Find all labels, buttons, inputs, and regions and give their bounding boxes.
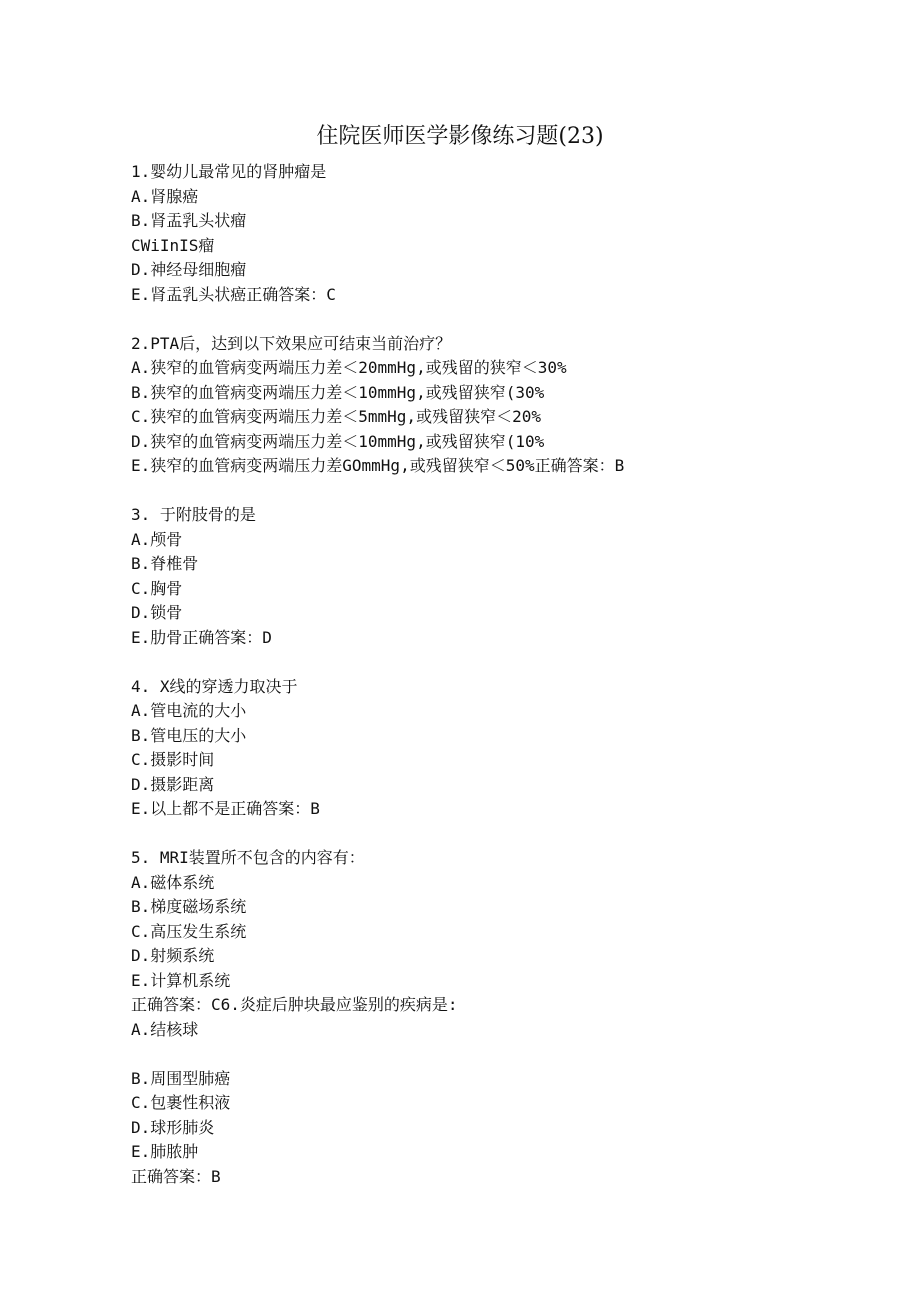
text-line: 2.PTA后，达到以下效果应可结束当前治疗？: [131, 333, 452, 353]
text-line: E.肋骨正确答案：D: [131, 627, 272, 647]
text-line: B.狭窄的血管病变两端压力差＜10mmHg,或残留狭窄(30%: [131, 382, 545, 402]
text-line: C.胸骨: [131, 578, 183, 598]
text-line: 1.婴幼儿最常见的肾肿瘤是: [131, 162, 327, 181]
text-line: E.肾盂乳头状癌正确答案：C: [131, 284, 336, 304]
text-line: 正确答案：C6.炎症后肿块最应鉴别的疾病是:: [131, 995, 458, 1014]
text-line: D.锁骨: [131, 603, 183, 622]
text-line: 5. MRI装置所不包含的内容有：: [131, 848, 365, 867]
blank-line: [131, 307, 891, 332]
text-line: 正确答案：B: [131, 1166, 221, 1186]
text-line: A.狭窄的血管病变两端压力差＜20mmHg,或残留的狭窄＜30%: [131, 358, 567, 377]
text-line: B.管电压的大小: [131, 725, 247, 745]
blank-line: [131, 822, 891, 847]
text-line: A.磁体系统: [131, 872, 215, 892]
text-line: C.高压发生系统: [131, 921, 247, 941]
text-line: A.结核球: [131, 1019, 199, 1039]
text-line: B.周围型肺癌: [131, 1068, 231, 1088]
text-line: E.狭窄的血管病变两端压力差GOmmHg,或残留狭窄＜50%正确答案：B: [131, 456, 625, 475]
text-line: 4. X线的穿透力取决于: [131, 676, 298, 696]
blank-line: [131, 650, 891, 675]
text-line: A.管电流的大小: [131, 701, 247, 720]
text-line: B.脊椎骨: [131, 554, 199, 573]
text-line: D.球形肺炎: [131, 1117, 215, 1137]
text-line: D.射频系统: [131, 946, 215, 965]
text-line: A.颅骨: [131, 529, 183, 549]
text-line: D.狭窄的血管病变两端压力差＜10mmHg,或残留狭窄(10%: [131, 431, 545, 451]
page-title: 住院医师医学影像练习题(23): [316, 124, 604, 149]
blank-line: [131, 1042, 891, 1067]
text-line: E.计算机系统: [131, 970, 231, 990]
question-list: [131, 160, 891, 1189]
blank-line: [131, 479, 891, 504]
text-line: C.包裹性积液: [131, 1093, 231, 1112]
text-line: C.狭窄的血管病变两端压力差＜5mmHg,或残留狭窄＜20%: [131, 407, 541, 426]
text-line: A.肾腺癌: [131, 186, 199, 206]
text-line: D.神经母细胞瘤: [131, 260, 247, 279]
text-line: E.肺脓肿: [131, 1142, 199, 1161]
text-line: B.肾盂乳头状瘤: [131, 211, 247, 230]
text-line: C.摄影时间: [131, 750, 215, 769]
text-line: CWiInIS瘤: [131, 235, 215, 255]
text-line: B.梯度磁场系统: [131, 897, 247, 916]
text-line: D.摄影距离: [131, 774, 215, 794]
text-line: 3. 于附肢骨的是: [131, 505, 256, 524]
text-line: E.以上都不是正确答案：B: [131, 799, 320, 818]
